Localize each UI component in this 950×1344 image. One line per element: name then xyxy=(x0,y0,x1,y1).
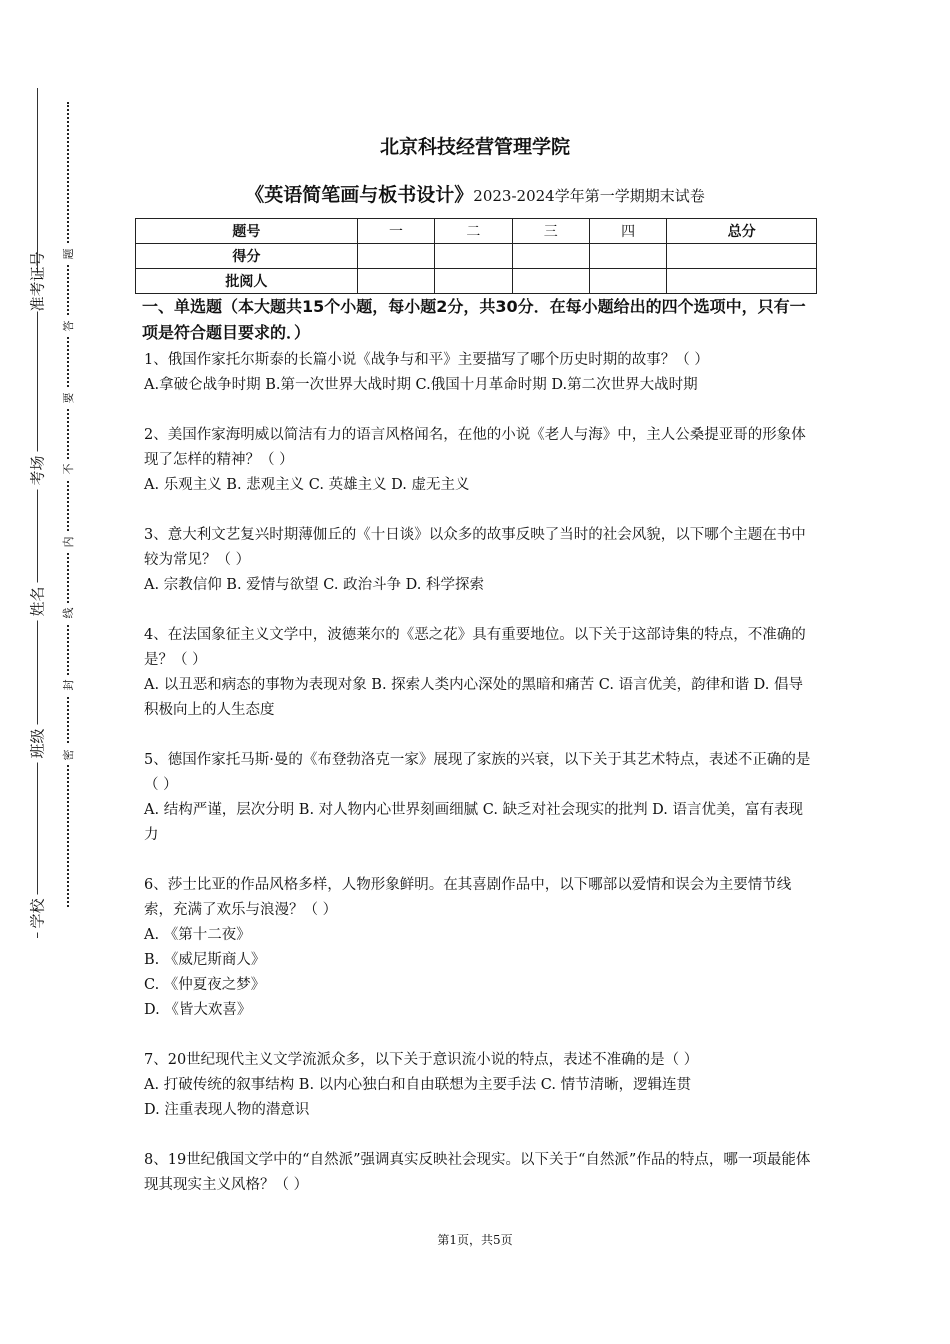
fill-in-line xyxy=(37,88,38,938)
question-options: A. 以丑恶和病态的事物为表现对象 B. 探索人类内心深处的黑暗和痛苦 C. 语言优美，韵律和谐 D. 倡导积极向上的人生态度 xyxy=(144,677,804,718)
name-label: 姓名 xyxy=(27,583,48,621)
col-header: 总分 xyxy=(667,219,817,244)
question-item xyxy=(144,873,816,1023)
col-header: 二 xyxy=(435,219,512,244)
section-title: 一、单选题（本大题共15个小题，每小题2分，共30分．在每小题给出的四个选项中，只有一项是符合题目要求的．） xyxy=(142,297,806,342)
score-cell xyxy=(667,269,817,294)
score-cell xyxy=(667,244,817,269)
question-options: A. 乐观主义 B. 悲观主义 C. 英雄主义 D. 虚无主义 xyxy=(144,477,470,493)
col-header: 一 xyxy=(357,219,434,244)
exam-room-label: 考场 xyxy=(27,452,48,490)
question-stem: 8、19世纪俄国文学中的“自然派”强调真实反映社会现实。以下关于“自然派”作品的特点，哪一项最能体现其现实主义风格？（ ） xyxy=(144,1152,811,1193)
col-header: 三 xyxy=(512,219,589,244)
question-item xyxy=(144,423,816,498)
seal-char: 不 xyxy=(60,459,76,479)
score-cell xyxy=(357,244,434,269)
question-stem: 5、德国作家托马斯·曼的《布登勃洛克一家》展现了家族的兴衰，以下关于其艺术特点，表述不正确的是（ ） xyxy=(144,752,811,793)
exam-subtitle xyxy=(0,180,950,207)
score-row xyxy=(136,244,817,269)
score-cell xyxy=(589,269,666,294)
question-stem: 6、莎士比亚的作品风格多样，人物形象鲜明。在其喜剧作品中，以下哪部以爱情和误会为主要情节线索，充满了欢乐与浪漫？（ ） xyxy=(144,877,792,918)
score-cell xyxy=(512,244,589,269)
score-cell xyxy=(512,269,589,294)
question-list xyxy=(144,348,816,1198)
question-item xyxy=(144,1148,816,1198)
question-item xyxy=(144,1048,816,1123)
question-options: A.拿破仑战争时期 B.第一次世界大战时期 C.俄国十月革命时期 D.第二次世界大战时期 xyxy=(144,377,698,393)
question-stem: 7、20世纪现代主义文学流派众多，以下关于意识流小说的特点，表述不准确的是（ ） xyxy=(144,1052,699,1068)
score-cell xyxy=(435,269,512,294)
seal-char: 要 xyxy=(60,388,76,408)
question-item xyxy=(144,748,816,848)
question-options: A. 《第十二夜》 xyxy=(144,927,251,943)
seal-char: 题 xyxy=(60,244,76,264)
question-options: A. 打破传统的叙事结构 B. 以内心独白和自由联想为主要手法 C. 情节清晰，逻辑连贯 xyxy=(144,1077,692,1093)
seal-char: 内 xyxy=(60,532,76,552)
class-label: 班级 xyxy=(27,725,48,763)
question-item xyxy=(144,623,816,723)
school-label: 学校 xyxy=(27,895,48,933)
term-text: 2023-2024学年第一学期期末试卷 xyxy=(473,187,705,205)
question-options: D. 注重表现人物的潜意识 xyxy=(144,1102,310,1118)
question-options: A. 结构严谨，层次分明 B. 对人物内心世界刻画细腻 C. 缺乏对社会现实的批判 D. 语言优美，富有表现力 xyxy=(144,802,804,843)
score-cell xyxy=(357,269,434,294)
score-cell xyxy=(589,244,666,269)
page-number: 第1页，共5页 xyxy=(437,1233,513,1247)
seal-char: 答 xyxy=(60,316,76,336)
score-cell xyxy=(435,244,512,269)
question-stem: 2、美国作家海明威以简洁有力的语言风格闻名，在他的小说《老人与海》中，主人公桑提亚哥的形象体现了怎样的精神？（ ） xyxy=(144,427,806,468)
question-options: B. 《威尼斯商人》 xyxy=(144,952,266,968)
seal-char: 密 xyxy=(60,745,76,765)
col-header: 四 xyxy=(589,219,666,244)
col-header: 题号 xyxy=(136,219,358,244)
row-header: 批阅人 xyxy=(136,269,358,294)
seal-char: 线 xyxy=(60,603,76,623)
score-table xyxy=(135,218,817,294)
score-table-header-row xyxy=(136,219,817,244)
seal-dotted-line xyxy=(67,102,69,907)
question-stem: 1、俄国作家托尔斯泰的长篇小说《战争与和平》主要描写了哪个历史时期的故事？（ ） xyxy=(144,352,709,368)
question-options: A. 宗教信仰 B. 爱情与欲望 C. 政治斗争 D. 科学探索 xyxy=(144,577,485,593)
seal-char: 封 xyxy=(60,675,76,695)
admission-number-label: 准考证号 xyxy=(28,251,47,312)
reviewer-row xyxy=(136,269,817,294)
question-options: D. 《皆大欢喜》 xyxy=(144,1002,252,1018)
question-stem: 3、意大利文艺复兴时期薄伽丘的《十日谈》以众多的故事反映了当时的社会风貌，以下哪个主题在书中较为常见？（ ） xyxy=(144,527,806,568)
question-area xyxy=(144,294,816,1198)
question-stem: 4、在法国象征主义文学中，波德莱尔的《恶之花》具有重要地位。以下关于这部诗集的特点，不准确的是？（ ） xyxy=(144,627,806,668)
row-header: 得分 xyxy=(136,244,358,269)
course-name: 《英语简笔画与板书设计》 xyxy=(245,184,474,206)
school-title: 北京科技经营管理学院 xyxy=(379,136,570,158)
question-item xyxy=(144,348,816,398)
question-item xyxy=(144,523,816,598)
question-options: C. 《仲夏夜之梦》 xyxy=(144,977,266,993)
